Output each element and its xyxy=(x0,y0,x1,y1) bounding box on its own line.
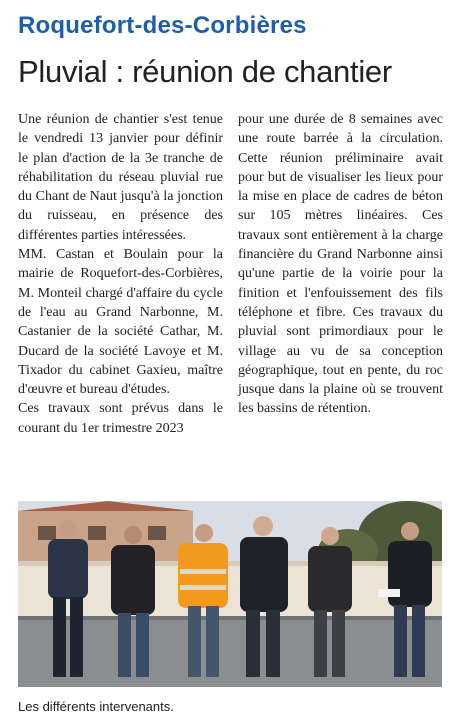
column-right xyxy=(238,110,443,490)
photo-caption: Les différents intervenants. xyxy=(18,699,174,714)
paragraph: Ces travaux sont prévus dans le courant du 1er trimestre 2023 xyxy=(18,401,223,436)
article-body xyxy=(18,110,443,490)
paragraph: Une réunion de chantier s'est tenue le vendredi 13 janvier pour définir le plan d'action de la 3e tranche de réhabilitation du réseau pluvial rue du Chant de Naut jusqu'à la jonction du ruisseau, en présence des différentes parties intéressées. xyxy=(18,112,223,243)
kicker-town: Roquefort-des-Corbières xyxy=(18,12,307,39)
column-left xyxy=(18,110,223,490)
paragraph: pour une durée de 8 semaines avec une route barrée à la circulation. Cette réunion préliminaire avait pour but de visualiser les lieux pour la mise en place de cadres de béton sur 105 mètres linéaires. Ces travaux sont entièrement à la charge financière du Grand Narbonne ainsi qu'une partie de la voirie pour la finition et l'enfouissement des fils téléphone et fibre. Ces travaux du pluvial sont primordiaux pour le village au vu de sa conception géographique, tout en pente, du roc jusque dans la plaine où se trouvent les bassins de rétention. xyxy=(238,112,443,417)
group-photo xyxy=(18,501,442,687)
paragraph: MM. Castan et Boulain pour la mairie de Roquefort-des-Corbières, M. Monteil chargé d'affaire du cycle de l'eau au Grand Narbonne, M. Castanier de la société Cathar, M. Ducard de la société Lavoye et M. Tixador du cabinet Gaxieu, maître d'œuvre et bureau d'études. xyxy=(18,247,223,398)
article-headline: Pluvial : réunion de chantier xyxy=(18,54,392,89)
